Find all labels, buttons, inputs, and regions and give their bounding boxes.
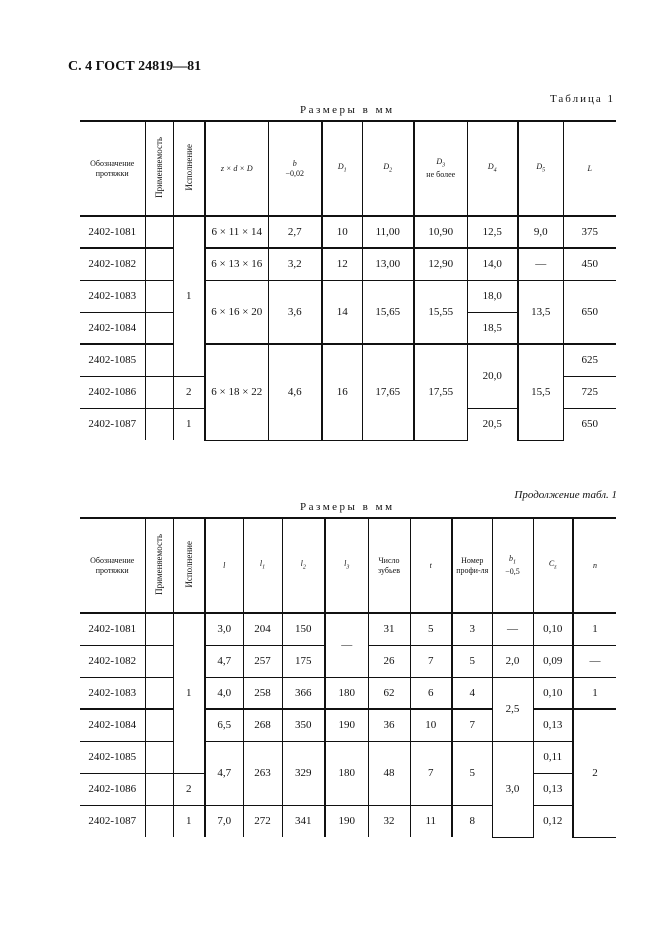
table-cell: 12 — [322, 248, 362, 280]
column-header-note: −0,02 — [285, 168, 304, 178]
table-cell — [145, 376, 173, 408]
table-cell: 6 — [410, 677, 452, 709]
table-cell — [145, 709, 173, 741]
designation-cell: 2402-1084 — [80, 709, 145, 741]
table2-units: Размеры в мм — [300, 501, 395, 513]
table-cell: — — [325, 613, 368, 677]
column-header-text: l — [259, 558, 263, 568]
column-header-note: не более — [426, 170, 456, 180]
designation-cell: 2402-1083 — [80, 280, 145, 312]
table-cell — [145, 677, 173, 709]
table-row — [80, 741, 616, 773]
table-cell: 8 — [452, 805, 492, 837]
column-header — [492, 518, 533, 613]
table-cell: 2,0 — [492, 645, 533, 677]
table-cell: 2,7 — [268, 216, 322, 248]
table-cell: 329 — [282, 741, 325, 805]
table2 — [80, 517, 616, 838]
designation-cell: 2402-1086 — [80, 773, 145, 805]
column-header-text: n — [593, 560, 597, 570]
column-header — [533, 518, 573, 613]
table-cell: 26 — [368, 645, 410, 677]
table-cell: 5 — [452, 741, 492, 805]
table-row — [80, 709, 616, 741]
subscript: 5 — [542, 167, 546, 174]
table-cell: 350 — [282, 709, 325, 741]
table-cell: 20,0 — [467, 344, 518, 408]
table-cell: 48 — [368, 741, 410, 805]
designation-cell: 2402-1083 — [80, 677, 145, 709]
column-header — [243, 518, 282, 613]
table-cell: 11,00 — [362, 216, 414, 248]
designation-cell: 2402-1081 — [80, 613, 145, 645]
table-cell: 62 — [368, 677, 410, 709]
table-cell: 0,12 — [533, 805, 573, 837]
column-header-text: D — [436, 156, 443, 166]
table-cell — [145, 408, 173, 440]
table-cell: 1 — [173, 216, 205, 376]
table-cell: 650 — [563, 280, 616, 344]
table-cell: 9,0 — [518, 216, 563, 248]
table-cell: 4,6 — [268, 344, 322, 440]
table-cell: 150 — [282, 613, 325, 645]
table-cell: 450 — [563, 248, 616, 280]
designation-cell: 2402-1087 — [80, 805, 145, 837]
column-header — [368, 518, 410, 613]
column-header — [173, 518, 205, 613]
table-cell — [145, 805, 173, 837]
table-cell: — — [518, 248, 563, 280]
column-header — [205, 518, 243, 613]
table-cell: 14,0 — [467, 248, 518, 280]
table-cell: 190 — [325, 709, 368, 741]
table-cell: 15,5 — [518, 344, 563, 440]
table-cell: 17,65 — [362, 344, 414, 440]
table-cell: 3 — [452, 613, 492, 645]
table-row — [80, 248, 616, 280]
table-cell: 0,13 — [533, 709, 573, 741]
column-header — [145, 121, 173, 216]
table-cell: 3,6 — [268, 280, 322, 344]
page-header: С. 4 ГОСТ 24819—81 — [68, 59, 202, 74]
table-cell: 0,13 — [533, 773, 573, 805]
table-cell — [145, 248, 173, 280]
table-cell: 10,90 — [414, 216, 467, 248]
table-cell: 36 — [368, 709, 410, 741]
column-header-text: l — [223, 560, 226, 570]
table-cell: 0,10 — [533, 613, 573, 645]
table-cell: 180 — [325, 741, 368, 805]
table-cell: 258 — [243, 677, 282, 709]
subscript: 1 — [262, 564, 266, 571]
table2-label: Продолжение табл. 1 — [514, 489, 617, 501]
table-cell: 4,0 — [205, 677, 243, 709]
table1-units: Размеры в мм — [300, 104, 395, 116]
column-header-text: Обозначение протяжки — [90, 158, 135, 178]
table-cell: — — [492, 613, 533, 645]
table-cell: 17,55 — [414, 344, 467, 440]
table-cell: 725 — [563, 376, 616, 408]
table-cell — [145, 773, 173, 805]
table-cell: 0,11 — [533, 741, 573, 773]
table1 — [80, 120, 616, 441]
table-cell: 10 — [322, 216, 362, 248]
table-cell: 3,2 — [268, 248, 322, 280]
table-cell: 4,7 — [205, 645, 243, 677]
table-cell — [145, 216, 173, 248]
table-cell: 31 — [368, 613, 410, 645]
designation-cell: 2402-1085 — [80, 344, 145, 376]
column-header — [467, 121, 518, 216]
designation-cell: 2402-1082 — [80, 248, 145, 280]
table-cell: 6,5 — [205, 709, 243, 741]
table-cell: 12,90 — [414, 248, 467, 280]
table-cell: 7 — [410, 645, 452, 677]
table-cell: 375 — [563, 216, 616, 248]
column-header-text: b — [292, 158, 297, 168]
table-cell: 1 — [573, 677, 616, 709]
subscript: 3 — [442, 162, 446, 169]
table-cell: 11 — [410, 805, 452, 837]
table-cell: 18,0 — [467, 280, 518, 312]
column-header — [563, 121, 616, 216]
table-row — [80, 280, 616, 312]
column-header-text: Применяемость — [154, 136, 164, 198]
column-header — [173, 121, 205, 216]
table-cell: 6 × 11 × 14 — [205, 216, 268, 248]
table-cell: 1 — [173, 613, 205, 773]
table-cell: 5 — [410, 613, 452, 645]
table-cell: 13,5 — [518, 280, 563, 344]
table-cell: 7 — [410, 741, 452, 805]
table-cell — [145, 344, 173, 376]
column-header-text: Число зубьев — [378, 555, 400, 575]
table-cell: 7,0 — [205, 805, 243, 837]
table-row — [80, 677, 616, 709]
table-cell: 10 — [410, 709, 452, 741]
table-row — [80, 805, 616, 837]
column-header-text: Обозначение протяжки — [90, 555, 135, 575]
column-header — [573, 518, 616, 613]
table-cell: 0,09 — [533, 645, 573, 677]
table-cell: 6 × 16 × 20 — [205, 280, 268, 344]
column-header — [268, 121, 322, 216]
column-header-text: t — [429, 560, 432, 570]
column-header-text: b — [509, 553, 513, 563]
table-cell: 0,10 — [533, 677, 573, 709]
table-row — [80, 216, 616, 248]
column-header — [145, 518, 173, 613]
column-header — [410, 518, 452, 613]
table-cell: 4 — [452, 677, 492, 709]
table1-label: Таблица 1 — [549, 93, 615, 105]
table-cell: 366 — [282, 677, 325, 709]
table-cell: 5 — [452, 645, 492, 677]
column-header — [325, 518, 368, 613]
table-cell: 204 — [243, 613, 282, 645]
table-cell — [145, 613, 173, 645]
table-cell: 16 — [322, 344, 362, 440]
column-header — [414, 121, 467, 216]
table-cell: 190 — [325, 805, 368, 837]
subscript: 1 — [513, 559, 516, 566]
designation-cell: 2402-1082 — [80, 645, 145, 677]
table-cell: 15,55 — [414, 280, 467, 344]
column-header-text: Исполнение — [183, 143, 194, 191]
designation-cell: 2402-1087 — [80, 408, 145, 440]
column-header — [518, 121, 563, 216]
table-row — [80, 613, 616, 645]
table-cell: 18,5 — [467, 312, 518, 344]
subscript: 4 — [493, 167, 497, 174]
table-cell: 6 × 18 × 22 — [205, 344, 268, 440]
table-row — [80, 344, 616, 376]
table-cell: 268 — [243, 709, 282, 741]
table-cell: 13,00 — [362, 248, 414, 280]
column-header-text: D — [337, 161, 344, 171]
table-cell: 2 — [173, 773, 205, 805]
table-cell: 2 — [173, 376, 205, 408]
column-header — [80, 121, 145, 216]
column-header-text: l — [344, 558, 347, 568]
table-cell: 7 — [452, 709, 492, 741]
designation-cell: 2402-1086 — [80, 376, 145, 408]
table-cell: 263 — [243, 741, 282, 805]
column-header-text: Применяемость — [154, 533, 164, 595]
table-cell: 625 — [563, 344, 616, 376]
column-header-note: −0,5 — [505, 567, 520, 577]
column-header-text: z × d × D — [220, 163, 253, 173]
table-cell: 6 × 13 × 16 — [205, 248, 268, 280]
column-header-text: Номер профи-ля — [456, 555, 489, 575]
designation-cell: 2402-1081 — [80, 216, 145, 248]
subscript: 1 — [343, 167, 347, 174]
table-cell: — — [573, 645, 616, 677]
column-header-text: D — [487, 161, 494, 171]
table-cell — [145, 280, 173, 312]
table-cell: 175 — [282, 645, 325, 677]
column-header-text: l — [300, 558, 303, 568]
column-header — [205, 121, 268, 216]
table-cell — [145, 312, 173, 344]
table-cell: 2 — [573, 709, 616, 837]
subscript: z — [554, 564, 557, 571]
column-header — [362, 121, 414, 216]
table-cell: 180 — [325, 677, 368, 709]
table-cell: 15,65 — [362, 280, 414, 344]
column-header — [322, 121, 362, 216]
column-header — [282, 518, 325, 613]
column-header-text: L — [587, 163, 592, 173]
table-cell: 14 — [322, 280, 362, 344]
table-cell — [145, 741, 173, 773]
table-cell: 1 — [173, 805, 205, 837]
table-cell: 32 — [368, 805, 410, 837]
subscript: 2 — [389, 167, 393, 174]
table-cell — [145, 645, 173, 677]
designation-cell: 2402-1084 — [80, 312, 145, 344]
table-cell: 12,5 — [467, 216, 518, 248]
subscript: 2 — [302, 564, 306, 571]
table-cell: 1 — [573, 613, 616, 645]
designation-cell: 2402-1085 — [80, 741, 145, 773]
table-cell: 4,7 — [205, 741, 243, 805]
subscript: 3 — [346, 564, 350, 571]
table-cell: 20,5 — [467, 408, 518, 440]
table-cell: 272 — [243, 805, 282, 837]
table-cell: 1 — [173, 408, 205, 440]
table-cell: 3,0 — [205, 613, 243, 645]
column-header-text: Исполнение — [183, 540, 194, 588]
table-cell: 650 — [563, 408, 616, 440]
table-cell: 3,0 — [492, 741, 533, 837]
column-header — [452, 518, 492, 613]
column-header-text: D — [536, 161, 543, 171]
column-header — [80, 518, 145, 613]
table-cell: 2,5 — [492, 677, 533, 741]
table-cell: 341 — [282, 805, 325, 837]
column-header-text: C — [548, 558, 555, 568]
column-header-text: D — [383, 161, 390, 171]
table-cell: 257 — [243, 645, 282, 677]
